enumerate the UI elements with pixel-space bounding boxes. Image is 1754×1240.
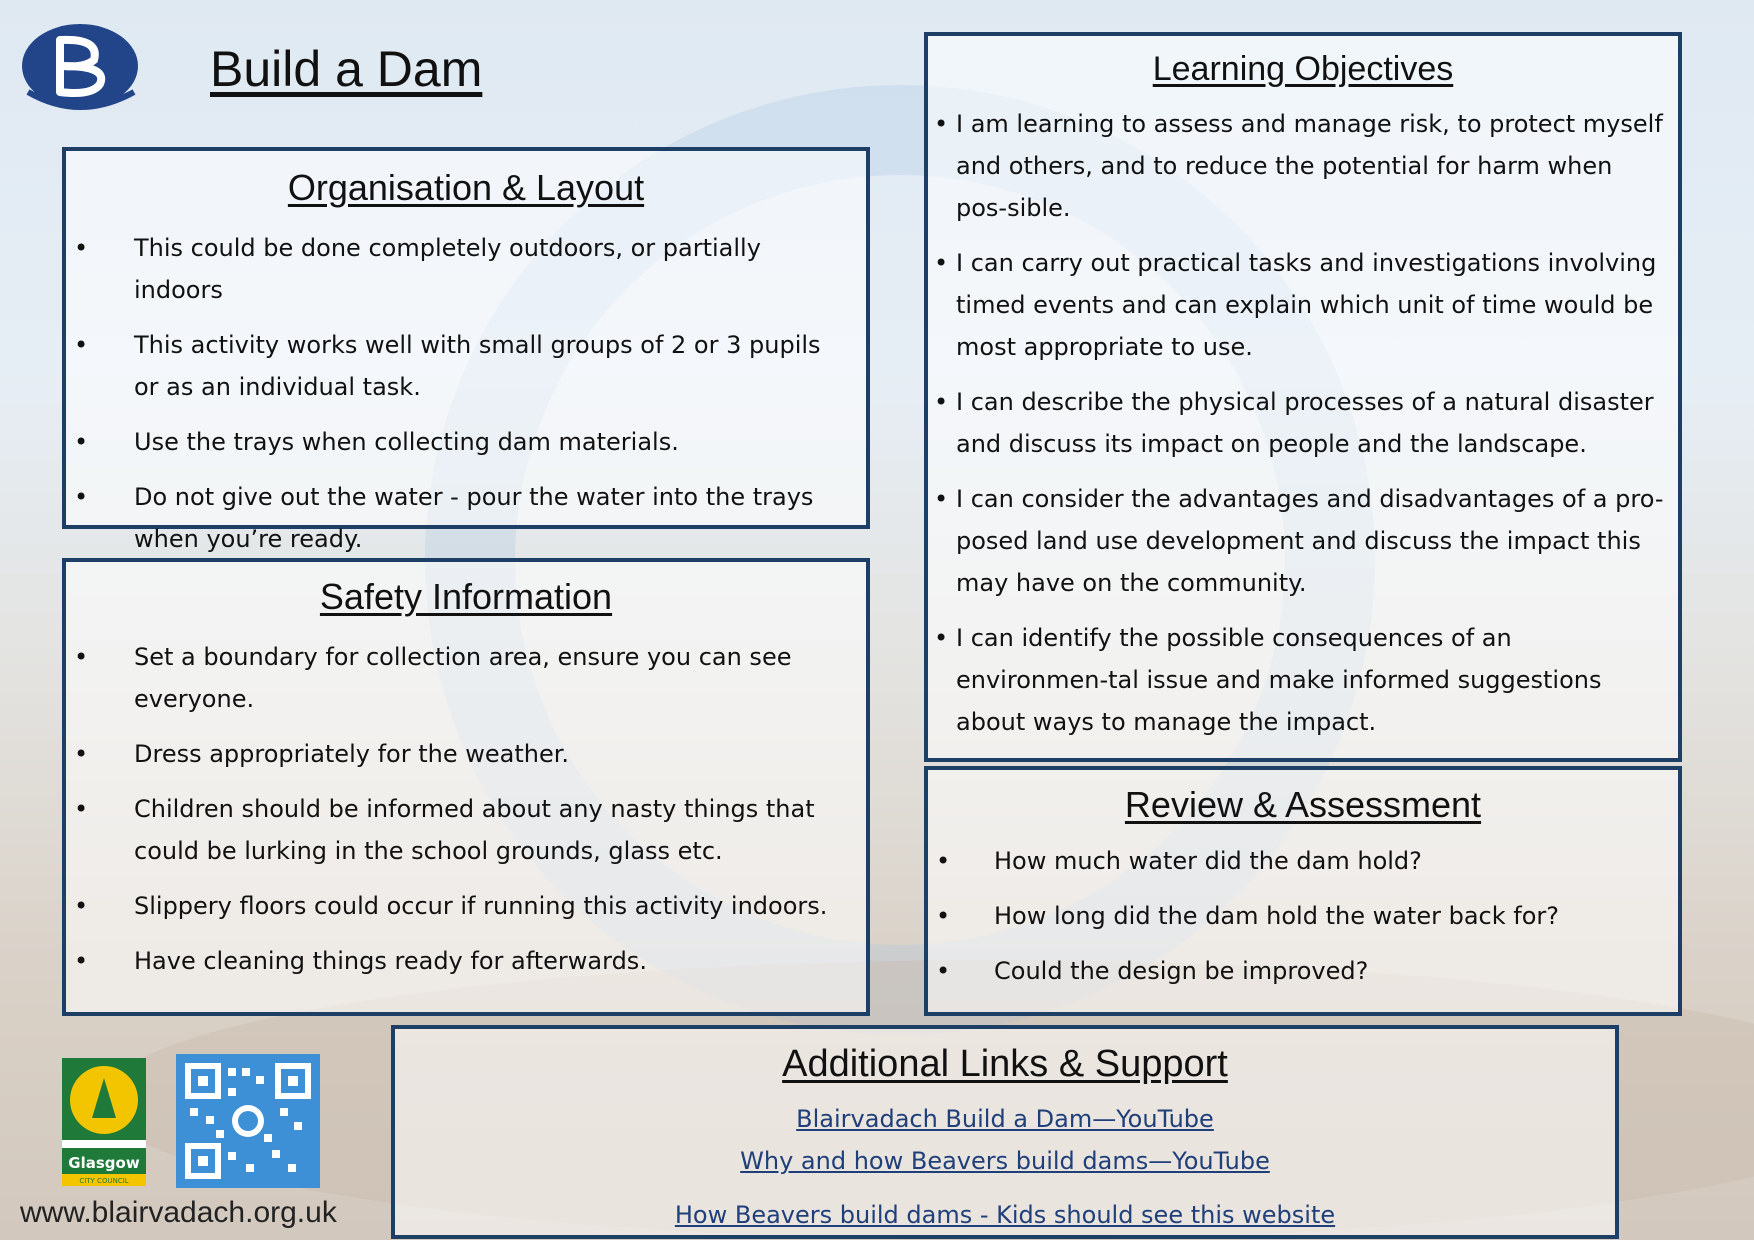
link-beavers-website[interactable]: How Beavers build dams - Kids should see this website (674, 1201, 1336, 1229)
additional-links-panel (391, 1025, 1619, 1239)
review-list (928, 840, 1678, 992)
list-item: • I can consider the advantages and disadvantages of a pro-posed land use development and discuss the impact this may have on the community. (928, 478, 1678, 604)
website-url: www.blairvadach.org.uk (20, 1196, 337, 1229)
glasgow-city-council-logo (62, 1058, 146, 1186)
link-beavers-youtube[interactable]: Why and how Beavers build dams—YouTube (740, 1147, 1270, 1175)
list-item: • How much water did the dam hold? (928, 840, 1678, 882)
list-item: • Do not give out the water - pour the water into the trays when you’re ready. (66, 476, 866, 560)
links-heading: Additional Links & Support (782, 1043, 1228, 1085)
organisation-heading: Organisation & Layout (287, 167, 645, 208)
blairvadach-logo (20, 22, 140, 118)
link-build-a-dam-youtube[interactable]: Blairvadach Build a Dam—YouTube (796, 1105, 1214, 1133)
list-item: • Have cleaning things ready for afterwards. (66, 940, 866, 982)
objectives-list (928, 103, 1678, 743)
qr-code-icon (176, 1054, 320, 1188)
list-item: • Children should be informed about any nasty things that could be lurking in the school grounds, glass etc. (66, 788, 866, 872)
council-subtitle: CITY COUNCIL (79, 1177, 129, 1185)
safety-information-panel (62, 558, 870, 1016)
council-name: Glasgow (68, 1154, 140, 1172)
list-item: • I can identify the possible consequences of an environmen-tal issue and make informed suggestions about ways to manage the impact. (928, 617, 1678, 743)
list-item: • I can carry out practical tasks and investigations involving timed events and can explain which unit of time would be most appropriate to use. (928, 242, 1678, 368)
list-item: • This activity works well with small groups of 2 or 3 pupils or as an individual task. (66, 324, 866, 408)
list-item: • Slippery floors could occur if running this activity indoors. (66, 885, 866, 927)
list-item: • This could be done completely outdoors, or partially indoors (66, 227, 866, 311)
list-item: • Could the design be improved? (928, 950, 1678, 992)
list-item: • I can describe the physical processes of a natural disaster and discuss its impact on people and the landscape. (928, 381, 1678, 465)
organisation-layout-panel (62, 147, 870, 553)
list-item: • Use the trays when collecting dam materials. (66, 421, 866, 463)
list-item: • Dress appropriately for the weather. (66, 733, 866, 775)
list-item: • Set a boundary for collection area, ensure you can see everyone. (66, 636, 866, 720)
list-item: • How long did the dam hold the water back for? (928, 895, 1678, 937)
review-assessment-panel (924, 766, 1682, 1016)
page-title: Build a Dam (210, 41, 483, 97)
learning-objectives-panel (924, 32, 1682, 762)
objectives-heading: Learning Objectives (1152, 50, 1454, 88)
safety-heading: Safety Information (319, 576, 613, 617)
list-item: • I am learning to assess and manage risk, to protect myself and others, and to reduce the potential for harm when pos-sible. (928, 103, 1678, 229)
organisation-list (66, 227, 866, 560)
safety-list (66, 636, 866, 982)
review-heading: Review & Assessment (1124, 784, 1482, 825)
